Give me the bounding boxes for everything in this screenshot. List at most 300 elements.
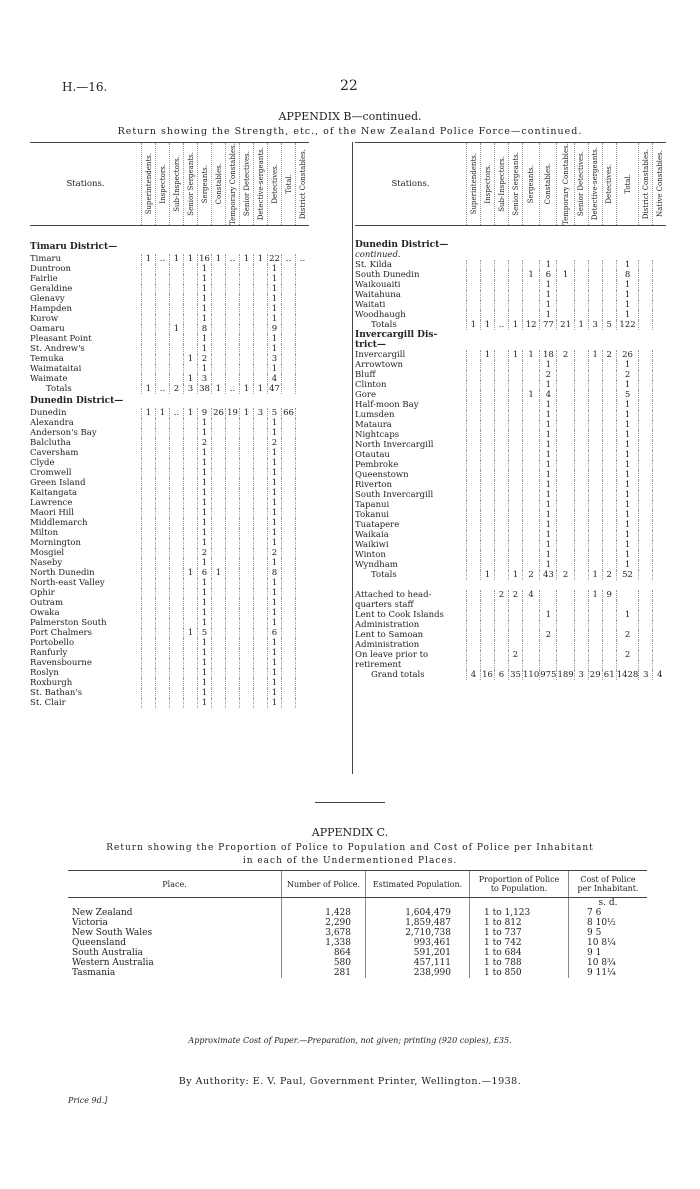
column-header-label: Total. (623, 174, 632, 194)
cell-value (495, 600, 509, 610)
table-row (355, 290, 666, 300)
cell-value: 1 (268, 468, 282, 478)
cell-value (142, 304, 156, 314)
cell-value (142, 274, 156, 284)
cell-value (602, 260, 616, 270)
cell-value (170, 264, 184, 274)
cell-value (588, 470, 602, 480)
cell-pop: 238,990 (366, 968, 470, 978)
cell-value: 1 (540, 380, 557, 390)
cell-value (481, 270, 495, 280)
cell-value (588, 430, 602, 440)
cell-value: 1 (616, 610, 639, 620)
table-row (355, 370, 666, 380)
cell-value (639, 430, 653, 440)
cell-value (240, 628, 254, 638)
cell-value: 4 (540, 390, 557, 400)
cell-value (282, 384, 296, 394)
cell-value: 1 (616, 280, 639, 290)
cell-value: 3 (574, 670, 588, 680)
cell-value (557, 510, 574, 520)
cell-value: 1 (616, 470, 639, 480)
table-row (355, 380, 666, 390)
cell-value (142, 284, 156, 294)
cell-value (602, 560, 616, 570)
cell-value (226, 334, 240, 344)
cell-value (170, 468, 184, 478)
station-name: North-east Valley (30, 577, 105, 588)
cell-value (226, 548, 240, 558)
cell-value (574, 600, 588, 610)
cell-value (523, 530, 540, 540)
cell-value (602, 270, 616, 280)
cell-value: 1 (198, 618, 212, 628)
table-row (68, 938, 647, 948)
cell-value: 1 (184, 628, 198, 638)
cell-value (509, 490, 523, 500)
cell-value: .. (156, 254, 170, 264)
table-row (355, 320, 666, 330)
cell-value (523, 410, 540, 420)
cell-value (226, 618, 240, 628)
table-row (30, 274, 309, 284)
cell-value (282, 458, 296, 468)
station-name: Naseby (30, 557, 63, 568)
page-number: 22 (340, 78, 358, 94)
cell-value (240, 284, 254, 294)
cell-value (602, 300, 616, 310)
strength-table-left (30, 142, 309, 708)
cell-value (226, 324, 240, 334)
cell-value (282, 698, 296, 708)
cell-value (170, 628, 184, 638)
cell-value (282, 354, 296, 364)
cell-value: 2 (616, 650, 639, 660)
cell-value (509, 600, 523, 610)
cell-value (495, 370, 509, 380)
cell-value (639, 280, 653, 290)
cell-value: 1 (198, 458, 212, 468)
cell-value (156, 668, 170, 678)
cell-value (212, 548, 226, 558)
cell-value (481, 660, 495, 670)
table-row (355, 650, 666, 660)
table-row (30, 418, 309, 428)
cell-value (170, 438, 184, 448)
cell-value (509, 270, 523, 280)
cell-value: 52 (616, 570, 639, 580)
cell-value: 3 (198, 374, 212, 384)
cell-value: 1 (540, 500, 557, 510)
cell-value (588, 610, 602, 620)
cell-value (156, 458, 170, 468)
cell-value (296, 598, 310, 608)
cell-value: 1 (509, 320, 523, 330)
cell-value (602, 480, 616, 490)
cell-value: 1 (198, 508, 212, 518)
cell-value (574, 400, 588, 410)
cell-value (142, 608, 156, 618)
cell-value: 1 (142, 384, 156, 394)
cell-value: 1 (268, 304, 282, 314)
cell-value: 21 (557, 320, 574, 330)
cell-value: 1 (268, 618, 282, 628)
cell-value (557, 540, 574, 550)
cell-value (653, 650, 667, 660)
cell-value (226, 588, 240, 598)
cell-value (574, 570, 588, 580)
table-row (355, 270, 666, 280)
cell-value (588, 640, 602, 650)
station-name: Oamaru (30, 323, 65, 334)
cell-value (184, 638, 198, 648)
cell-value (588, 310, 602, 320)
cell-value: 9 (198, 408, 212, 418)
cell-value (142, 354, 156, 364)
cell-value (639, 490, 653, 500)
cell-value (467, 590, 481, 600)
cell-value (212, 628, 226, 638)
cell-value (254, 294, 268, 304)
cell-value (557, 560, 574, 570)
cell-value (240, 438, 254, 448)
cell-value (653, 570, 667, 580)
appendix-c-subtitle-2: in each of the Undermentioned Places. (242, 856, 458, 866)
cell-value (602, 510, 616, 520)
cell-value (639, 270, 653, 280)
cell-value (467, 290, 481, 300)
cell-pop: 591,201 (366, 948, 470, 958)
cell-value (282, 324, 296, 334)
cell-value: 122 (616, 320, 639, 330)
cell-value (142, 698, 156, 708)
cell-value (170, 638, 184, 648)
cell-value (156, 264, 170, 274)
cell-value (557, 450, 574, 460)
cell-value (653, 470, 667, 480)
cell-value (296, 668, 310, 678)
station-name: St. Kilda (355, 259, 392, 270)
header-proportion: Proportion of Police to Population. (470, 871, 569, 898)
cell-value (226, 314, 240, 324)
left_rows-col-header (156, 143, 170, 226)
cell-value (467, 400, 481, 410)
table-row (355, 610, 666, 620)
cell-value (639, 400, 653, 410)
table-row (355, 540, 666, 550)
cell-value (509, 520, 523, 530)
cell-value (523, 650, 540, 660)
cell-value (240, 638, 254, 648)
column-header-label: Detectives. (270, 164, 279, 204)
cell-value (240, 428, 254, 438)
cell-value (574, 450, 588, 460)
cell-value: 1 (198, 264, 212, 274)
cell-value (170, 354, 184, 364)
table-row (355, 580, 666, 590)
cell-value: 12 (523, 320, 540, 330)
cell-value (184, 698, 198, 708)
cell-value (142, 438, 156, 448)
cell-value (602, 490, 616, 500)
cell-value: 1 (198, 558, 212, 568)
cell-value: 2 (557, 350, 574, 360)
cell-value (184, 324, 198, 334)
cell-value: 1 (540, 470, 557, 480)
cell-value (557, 640, 574, 650)
cell-value (254, 678, 268, 688)
cell-value (184, 418, 198, 428)
cell-value (557, 430, 574, 440)
cell-value (481, 500, 495, 510)
cell-value (653, 270, 667, 280)
cell-value (653, 320, 667, 330)
cell-value (481, 620, 495, 630)
table-row (30, 488, 309, 498)
cell-value (653, 390, 667, 400)
cell-value (588, 510, 602, 520)
cell-value (212, 364, 226, 374)
station-name: Tokanui (355, 509, 390, 520)
cell-value (602, 530, 616, 540)
cell-value: 1 (616, 410, 639, 420)
cell-value (296, 284, 310, 294)
cell-value (467, 470, 481, 480)
cell-value: 1 (198, 304, 212, 314)
cell-value: 1 (184, 568, 198, 578)
cell-value (639, 300, 653, 310)
cell-police: 1,338 (282, 938, 366, 948)
cell-value (602, 280, 616, 290)
cell-value (588, 460, 602, 470)
cell-value (574, 310, 588, 320)
cell-value (170, 448, 184, 458)
cell-value: 2 (495, 590, 509, 600)
left_rows-col-header (226, 143, 240, 226)
cell-value (588, 400, 602, 410)
left_rows-col-header (30, 143, 142, 226)
cell-value: 1 (184, 374, 198, 384)
cell-police: 864 (282, 948, 366, 958)
column-header-label: Senior Sergeants. (511, 152, 520, 216)
cell-value (296, 688, 310, 698)
cell-value: 975 (540, 669, 557, 680)
cell-value: 1 (198, 478, 212, 488)
cell-value (574, 300, 588, 310)
station-name: Tapanui (355, 499, 390, 510)
cell-value (184, 344, 198, 354)
cell-value (557, 280, 574, 290)
cell-value (467, 620, 481, 630)
station-name: Totals (371, 569, 397, 580)
cell-value (142, 538, 156, 548)
cell-value (639, 620, 653, 630)
station-name: Pembroke (355, 459, 399, 470)
station-name: continued. (355, 249, 401, 260)
table-row (30, 658, 309, 668)
cell-value (142, 264, 156, 274)
cell-value (653, 560, 667, 570)
cell-value (509, 620, 523, 630)
cell-value (616, 660, 639, 670)
cell-value: 1 (198, 314, 212, 324)
cell-value (282, 618, 296, 628)
station-name: Anderson's Bay (30, 427, 97, 438)
station-name: Mataura (355, 419, 392, 430)
table-row (30, 578, 309, 588)
column-header-label: Inspectors. (158, 164, 167, 204)
cell-value: 1 (240, 384, 254, 394)
cell-value (523, 290, 540, 300)
cell-value (467, 630, 481, 640)
cell-value (240, 548, 254, 558)
station-name: Glenavy (30, 293, 65, 304)
cell-value (509, 360, 523, 370)
left_rows-col-header (268, 143, 282, 226)
left_rows-col-header (254, 143, 268, 226)
cell-value (282, 468, 296, 478)
cell-value (296, 568, 310, 578)
cell-value: 1 (616, 440, 639, 450)
cell-value (588, 370, 602, 380)
cell-value (467, 300, 481, 310)
station-name: trict— (355, 339, 386, 350)
cell-value (226, 668, 240, 678)
authority-line: By Authority: E. V. Paul, Government Printer, Wellington.—1938. (178, 1076, 522, 1087)
cell-value (602, 420, 616, 430)
cell-prop: 1 to 1,123 (470, 908, 569, 918)
cell-value (509, 440, 523, 450)
column-header-label: District Constables. (298, 148, 307, 220)
cell-value (602, 310, 616, 320)
cell-value (240, 448, 254, 458)
cell-value (156, 678, 170, 688)
cell-value (296, 648, 310, 658)
cell-value (254, 418, 268, 428)
cell-value (156, 488, 170, 498)
cell-police: 580 (282, 958, 366, 968)
cell-value (226, 428, 240, 438)
cell-value (170, 598, 184, 608)
table-row (355, 240, 666, 250)
cell-value (184, 478, 198, 488)
cell-value (240, 418, 254, 428)
table-row (30, 304, 309, 314)
cell-value (574, 290, 588, 300)
cell-value (523, 640, 540, 650)
cell-value (509, 560, 523, 570)
cell-value (509, 450, 523, 460)
station-name: Riverton (355, 479, 393, 490)
cell-value (467, 610, 481, 620)
cell-value (254, 548, 268, 558)
cell-value (240, 264, 254, 274)
cell-value: 8 (268, 568, 282, 578)
cell-value (653, 350, 667, 360)
cell-value (557, 310, 574, 320)
cell-value (495, 260, 509, 270)
cell-value (170, 364, 184, 374)
cell-value (574, 420, 588, 430)
table-row (355, 390, 666, 400)
cell-value: 2 (616, 630, 639, 640)
cell-value (574, 560, 588, 570)
cell-value: 1 (198, 578, 212, 588)
left_rows-col-header (170, 143, 184, 226)
cell-value: 1 (184, 254, 198, 264)
table-row (30, 668, 309, 678)
column-header-label: Senior Detectives. (577, 151, 586, 217)
cell-value (481, 610, 495, 620)
cell-value (240, 578, 254, 588)
cell-value (481, 360, 495, 370)
cell-value (557, 260, 574, 270)
cell-value (574, 510, 588, 520)
cell-value (509, 280, 523, 290)
cell-value (509, 480, 523, 490)
cell-value (653, 510, 667, 520)
cell-value (653, 440, 667, 450)
cell-value (254, 364, 268, 374)
cell-value (212, 508, 226, 518)
cell-value: 1 (156, 408, 170, 418)
cell-value (481, 510, 495, 520)
cell-value (495, 480, 509, 490)
cell-value (509, 310, 523, 320)
cell-cost: 9 11¼ (569, 968, 648, 978)
cell-value (574, 390, 588, 400)
cell-value: 35 (510, 669, 521, 680)
cell-value (557, 600, 574, 610)
table-row (30, 324, 309, 334)
table-row (30, 344, 309, 354)
station-name: Dunedin District— (30, 395, 124, 406)
cell-value (296, 628, 310, 638)
cell-value (574, 470, 588, 480)
right_rows-col-header (588, 143, 602, 226)
column-header-label: Sergeants. (527, 164, 536, 204)
cell-value (296, 458, 310, 468)
cell-value (467, 360, 481, 370)
station-name: retirement (355, 659, 402, 670)
cell-value: 2 (198, 548, 212, 558)
cell-value (212, 578, 226, 588)
cell-value (588, 660, 602, 670)
cell-value (523, 280, 540, 290)
cell-value (557, 610, 574, 620)
table-row (355, 280, 666, 290)
cell-value: 1 (616, 380, 639, 390)
table-row (355, 620, 666, 630)
cell-value (254, 334, 268, 344)
table-row (30, 364, 309, 374)
cell-value (212, 688, 226, 698)
cell-value (574, 550, 588, 560)
station-name: Ravensbourne (30, 657, 92, 668)
cell-value (282, 598, 296, 608)
table-row (30, 264, 309, 274)
table-row (30, 508, 309, 518)
table-row (30, 314, 309, 324)
cell-value (142, 668, 156, 678)
cell-value (639, 650, 653, 660)
cell-value (296, 344, 310, 354)
cell-value: 1 (540, 530, 557, 540)
cell-value (557, 500, 574, 510)
cell-value (296, 518, 310, 528)
cell-value (509, 460, 523, 470)
station-name: St. Andrew's (30, 343, 85, 354)
